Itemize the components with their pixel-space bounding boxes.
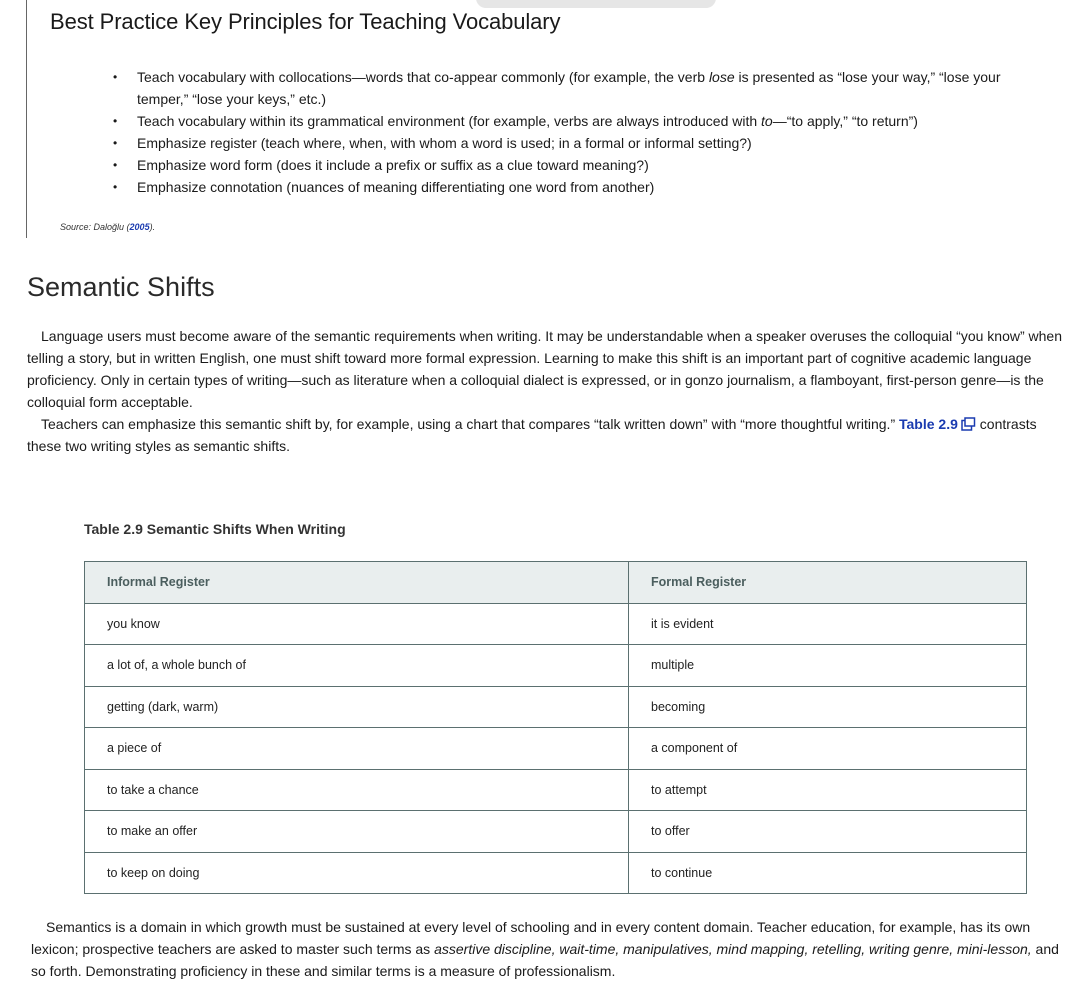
table-cell: a component of bbox=[629, 728, 1027, 770]
list-item-text: Teach vocabulary with collocations—words that co-appear commonly (for example, the verb bbox=[137, 69, 709, 85]
table-cell: becoming bbox=[629, 686, 1027, 728]
table-cell: it is evident bbox=[629, 603, 1027, 645]
table-cell: a lot of, a whole bunch of bbox=[85, 645, 629, 687]
source-prefix: Source: Daloğlu ( bbox=[60, 222, 130, 232]
table-2-9-link[interactable] bbox=[899, 416, 976, 432]
table-row bbox=[85, 686, 1027, 728]
table-cell: to keep on doing bbox=[85, 852, 629, 894]
table-cell: to continue bbox=[629, 852, 1027, 894]
table-row bbox=[85, 603, 1027, 645]
table-cell: to attempt bbox=[629, 769, 1027, 811]
table-cell: a piece of bbox=[85, 728, 629, 770]
box-title: Best Practice Key Principles for Teaching Vocabulary bbox=[50, 9, 561, 34]
source-year-link[interactable]: 2005 bbox=[129, 222, 150, 232]
paragraph-text: Teachers can emphasize this semantic shift by, for example, using a chart that compares “talk written down” with “more thoughtful writing.” bbox=[41, 416, 899, 432]
paragraph-text: and so forth. Demonstrating proficiency in these and similar terms is a measure of professionalism. bbox=[31, 941, 1059, 979]
table-header-row bbox=[85, 562, 1027, 604]
column-header-informal: Informal Register bbox=[85, 562, 629, 604]
paragraph-1: Language users must become aware of the semantic requirements when writing. It may be understandable when a speaker overuses the colloquial “you know” when telling a story, but in written English, one must shift toward more formal expression. Learning to make this shift is an important part of cognitive academic language proficiency. Only in certain types of writing—such as literature when a colloquial dialect is expressed, or in gonzo journalism, a flamboyant, first-person genre—is the colloquial form acceptable. bbox=[27, 328, 1063, 410]
list-item-emphasis: lose bbox=[708, 69, 735, 85]
paragraph-3 bbox=[31, 916, 1067, 982]
source-citation bbox=[60, 222, 155, 232]
list-item bbox=[122, 110, 1052, 132]
semantic-shifts-table bbox=[84, 561, 1027, 894]
paragraph-text: Semantics is a domain in which growth must be sustained at every level of schooling and in every content domain. Teacher education, for example, has its own lexicon; prospective teachers are asked to master such terms as bbox=[31, 919, 1031, 957]
popup-icon bbox=[961, 417, 976, 431]
paragraph-2 bbox=[27, 413, 1069, 457]
table-cell: to make an offer bbox=[85, 811, 629, 853]
section-heading: Semantic Shifts bbox=[27, 272, 215, 302]
principles-list bbox=[122, 66, 1052, 198]
list-item bbox=[122, 66, 1052, 110]
source-suffix: ). bbox=[149, 222, 156, 232]
table-cell: getting (dark, warm) bbox=[85, 686, 629, 728]
table-cell: to offer bbox=[629, 811, 1027, 853]
paragraph-emphasis: assertive discipline, wait-time, manipulatives, mind mapping, retelling, writing genre, mini-lesson, bbox=[434, 941, 1032, 957]
table-cell: multiple bbox=[629, 645, 1027, 687]
table-row bbox=[85, 645, 1027, 687]
table-row bbox=[85, 811, 1027, 853]
list-item-text: is presented as “lose your way,” “lose your temper,” “lose your keys,” etc.) bbox=[137, 69, 1001, 107]
table-link-label: Table 2.9 bbox=[899, 416, 958, 432]
paragraph-text: contrasts these two writing styles as semantic shifts. bbox=[27, 416, 1037, 454]
column-header-formal: Formal Register bbox=[629, 562, 1027, 604]
table-row bbox=[85, 769, 1027, 811]
list-item: • Emphasize connotation (nuances of meaning differentiating one word from another) bbox=[122, 176, 1052, 198]
list-item: • Emphasize register (teach where, when, with whom a word is used; in a formal or informal setting?) bbox=[122, 132, 1052, 154]
list-item-text: Teach vocabulary within its grammatical environment (for example, verbs are always introduced with bbox=[137, 113, 762, 129]
list-item: • Emphasize word form (does it include a prefix or suffix as a clue toward meaning?) bbox=[122, 154, 1052, 176]
table-caption: Table 2.9 Semantic Shifts When Writing bbox=[84, 521, 346, 537]
table-cell: you know bbox=[85, 603, 629, 645]
table-row bbox=[85, 728, 1027, 770]
list-item-text: —“to apply,” “to return”) bbox=[772, 113, 918, 129]
table-cell: to take a chance bbox=[85, 769, 629, 811]
table-row bbox=[85, 852, 1027, 894]
list-item-emphasis: to bbox=[761, 113, 773, 129]
